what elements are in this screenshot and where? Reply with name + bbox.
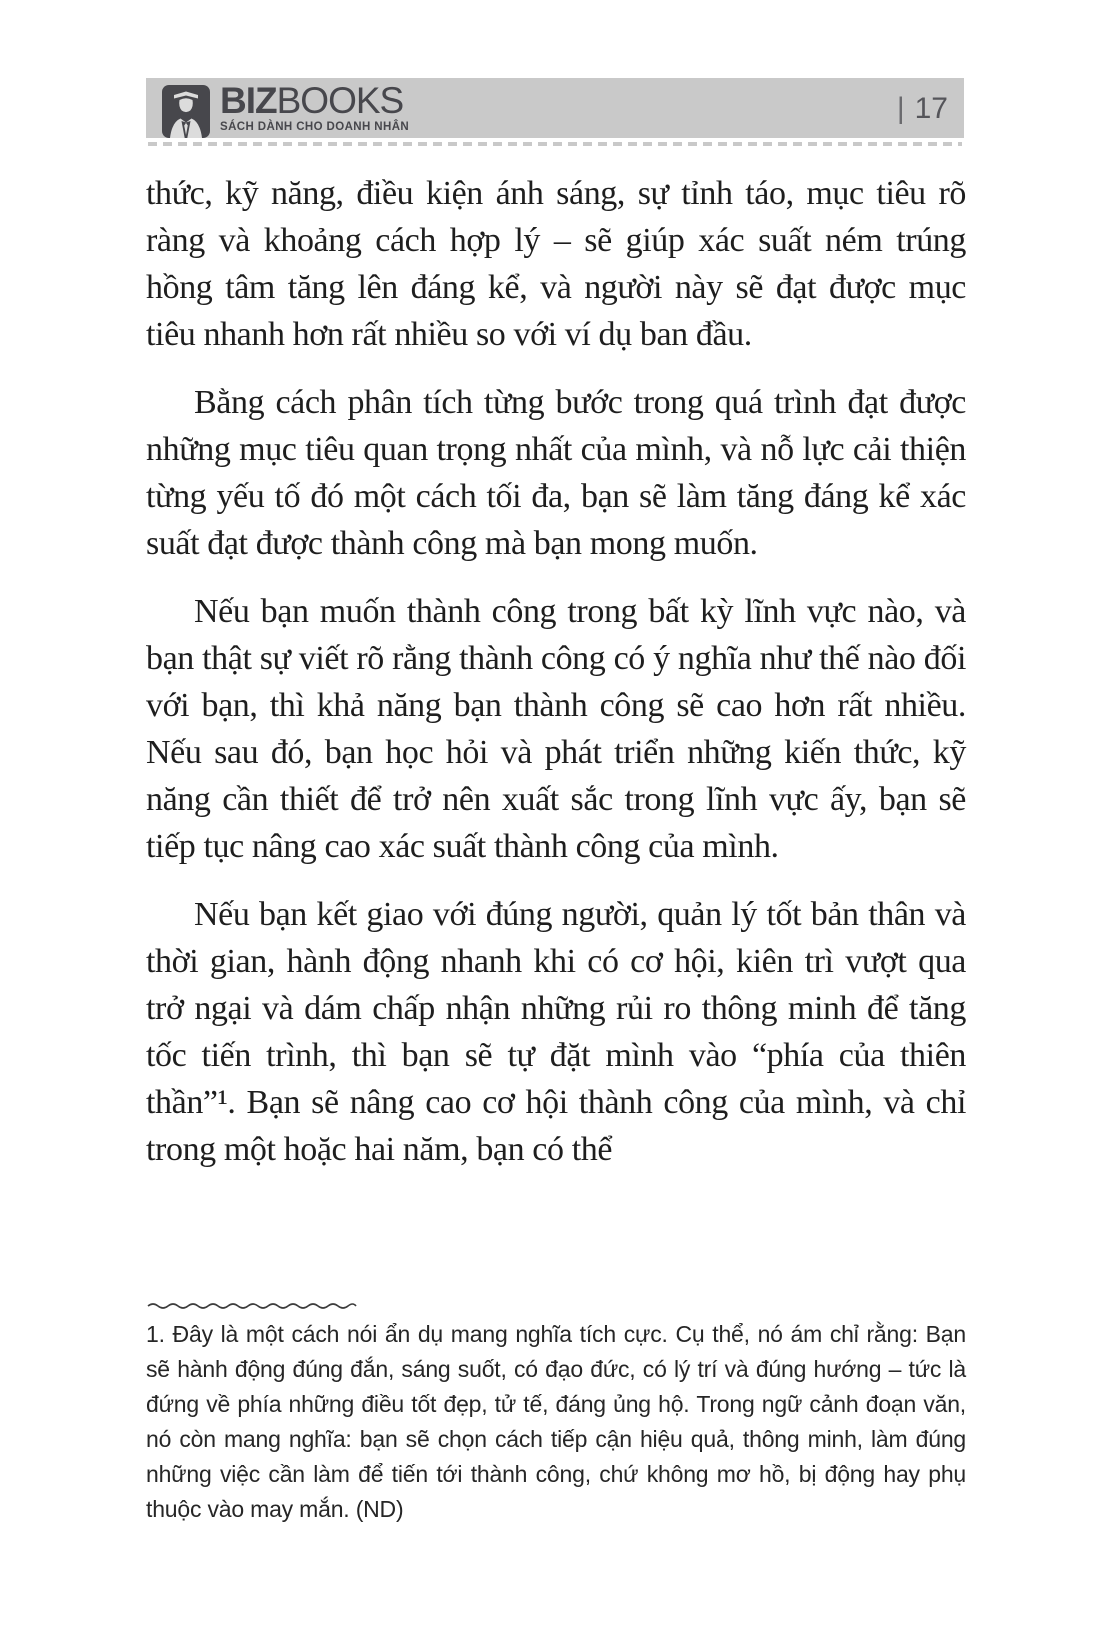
bizbooks-businessman-logo-icon bbox=[162, 85, 210, 138]
paragraph-3: Nếu bạn muốn thành công trong bất kỳ lĩnh vực nào, và bạn thật sự viết rõ rằng thành công có ý nghĩa như thế nào đối với bạn, thì khả năng bạn thành công sẽ cao hơn rất nhiều. Nếu sau đó, bạn học hỏi và phát triển những kiến thức, kỹ năng cần thiết để trở nên xuất sắc trong lĩnh vực ấy, bạn sẽ tiếp tục nâng cao xác suất thành công của mình. bbox=[146, 593, 966, 865]
brand-name-books: BOOKS bbox=[276, 80, 404, 121]
page-number bbox=[897, 92, 948, 126]
paragraph-4: Nếu bạn kết giao với đúng người, quản lý tốt bản thân và thời gian, hành động nhanh khi có cơ hội, kiên trì vượt qua trở ngại và dám chấp nhận những rủi ro thông minh để tăng tốc tiến trình, thì bạn sẽ tự đặt mình vào “phía của thiên thần”¹. Bạn sẽ nâng cao cơ hội thành công của mình, và chỉ trong một hoặc hai năm, bạn có thể bbox=[146, 896, 966, 1168]
body-text bbox=[146, 170, 966, 1194]
footnote bbox=[146, 1300, 966, 1527]
brand-name bbox=[220, 82, 409, 119]
page-number-divider: | bbox=[896, 92, 905, 125]
brand-name-biz: BIZ bbox=[220, 80, 277, 121]
wavy-separator-icon bbox=[146, 1300, 358, 1309]
page-number-value: 17 bbox=[914, 92, 948, 125]
header-bar bbox=[146, 78, 964, 138]
brand-block bbox=[220, 82, 409, 134]
paragraph-2: Bằng cách phân tích từng bước trong quá trình đạt được những mục tiêu quan trọng nhất của mình, và nỗ lực cải thiện từng yếu tố đó một cách tối đa, bạn sẽ làm tăng đáng kể xác suất đạt được thành công mà bạn mong muốn. bbox=[146, 384, 966, 562]
footnote-text: 1. Đây là một cách nói ẩn dụ mang nghĩa tích cực. Cụ thể, nó ám chỉ rằng: Bạn sẽ hành động đúng đắn, sáng suốt, có đạo đức, có lý trí và đúng hướng – tức là đứng về phía những điều tốt đẹp, tử tế, đáng ủng hộ. Trong ngữ cảnh đoạn văn, nó còn mang nghĩa: bạn sẽ chọn cách tiếp cận hiệu quả, thông minh, làm đúng những việc cần làm để tiến tới thành công, chứ không mơ hồ, bị động hay phụ thuộc vào may mắn. (ND) bbox=[146, 1321, 966, 1522]
brand-tagline: SÁCH DÀNH CHO DOANH NHÂN bbox=[220, 121, 410, 133]
paragraph-1: thức, kỹ năng, điều kiện ánh sáng, sự tỉnh táo, mục tiêu rõ ràng và khoảng cách hợp lý – sẽ giúp xác suất ném trúng hồng tâm tăng lên đáng kể, và người này sẽ đạt được mục tiêu nhanh hơn rất nhiều so với ví dụ ban đầu. bbox=[146, 175, 966, 353]
